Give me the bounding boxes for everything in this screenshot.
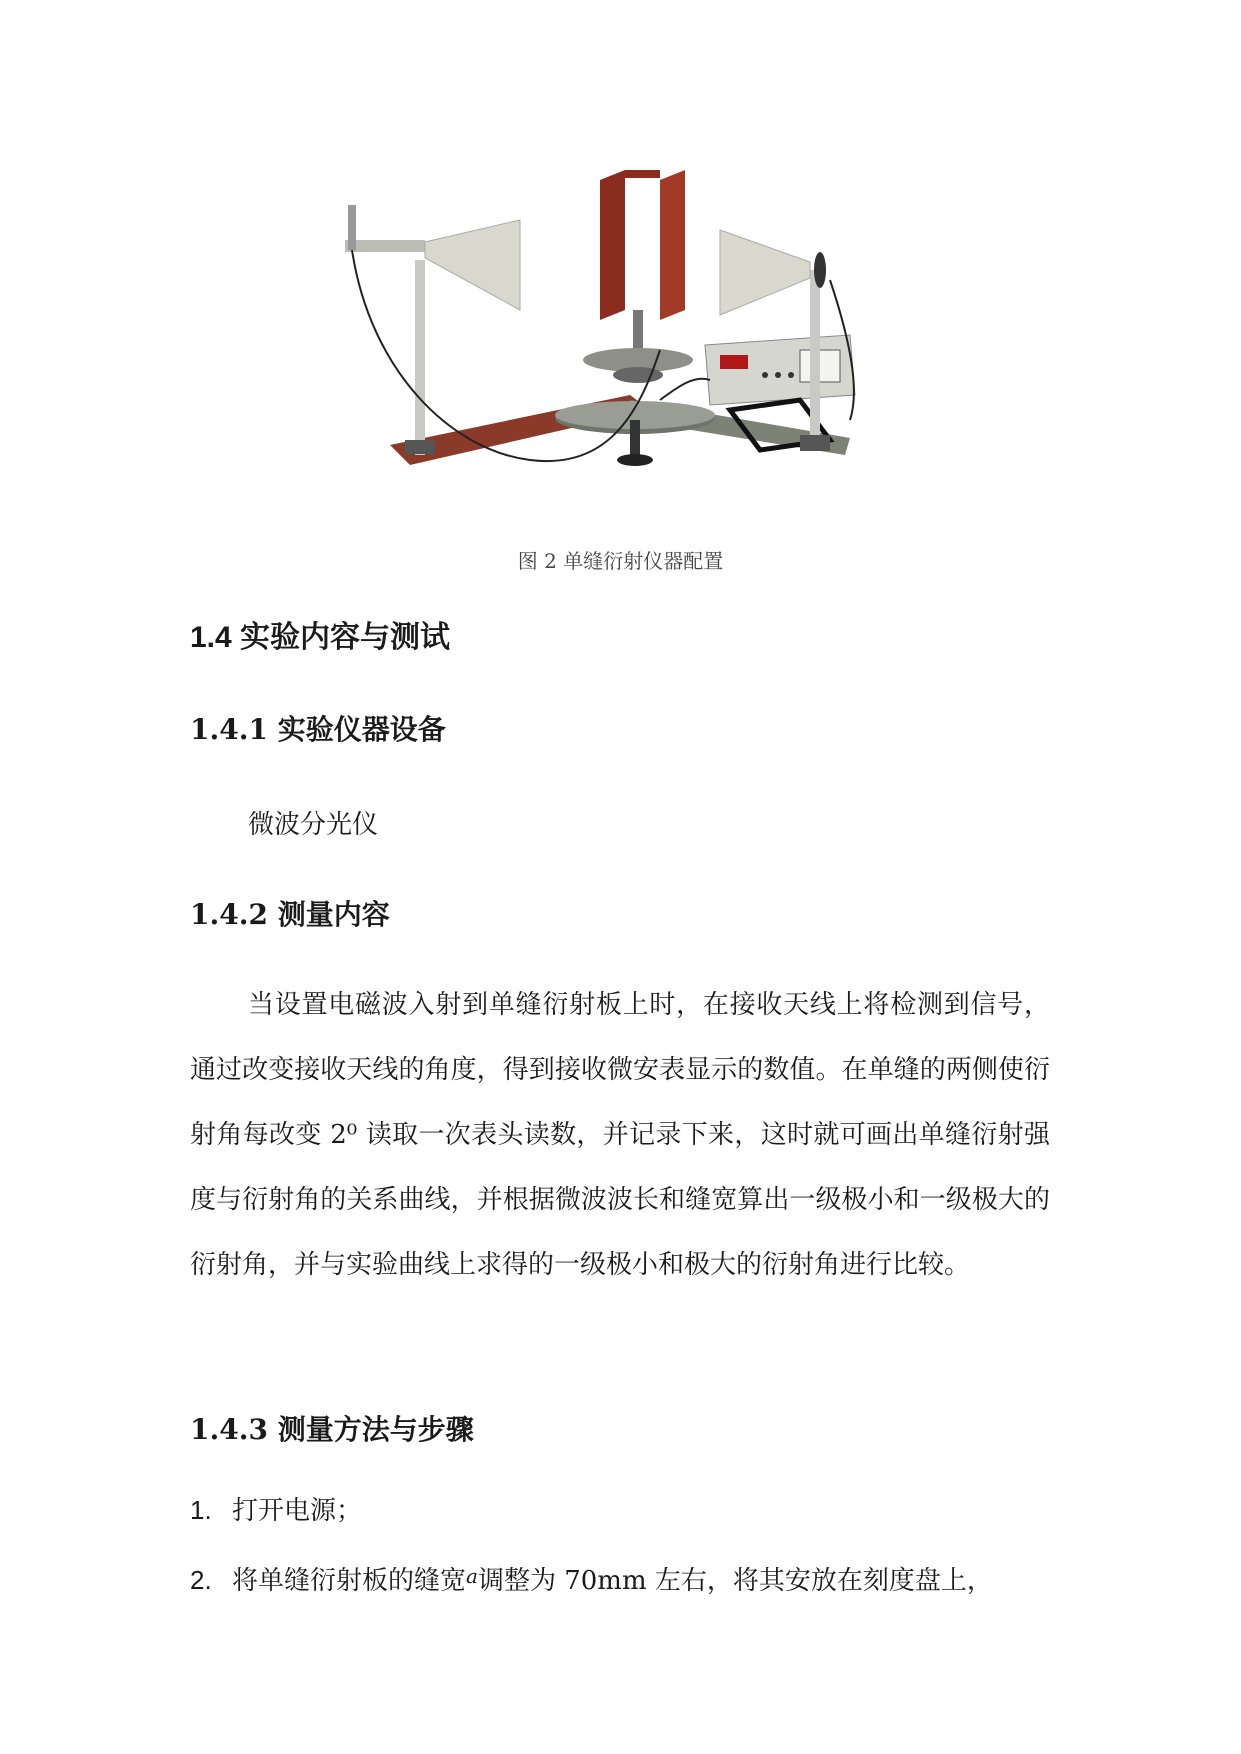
list-item xyxy=(190,1544,1070,1614)
step-text: 调整为 70mm 左右，将其安放在刻度盘上， xyxy=(477,1566,993,1596)
subsection-heading-content: 1.4.2 测量内容 xyxy=(190,898,390,931)
steps-list xyxy=(190,1478,1070,1614)
subsection-heading-equipment: 1.4.1 实验仪器设备 xyxy=(190,713,446,746)
step-number: 2. xyxy=(190,1565,212,1595)
content-paragraph: 当设置电磁波入射到单缝衍射板上时，在接收天线上将检测到信号，通过改变接收天线的角度，得到接收微安表显示的数值。在单缝的两侧使衍射角每改变 2⁰ 读取一次表头读数，并记录下来，这时就可画出单缝衍射强度与衍射角的关系曲线，并根据微波波长和缝宽算出一级极小和一级极大的衍射角，并与实验曲线上求得的一级极小和极大的衍射角进行比较。 xyxy=(190,990,1050,1280)
list-item xyxy=(190,1478,1070,1544)
step-text: 打开电源； xyxy=(232,1496,363,1526)
apparatus-illustration xyxy=(330,170,890,530)
instrument-text: 微波分光仪 xyxy=(248,810,379,840)
section-heading: 1.4 实验内容与测试 xyxy=(190,621,451,654)
figure-caption: 图 2 单缝衍射仪器配置 xyxy=(517,549,724,573)
step-text: 将单缝衍射板的缝宽 xyxy=(232,1566,467,1596)
step-number: 1. xyxy=(190,1495,212,1525)
slit-width-variable: a xyxy=(466,1564,478,1588)
subsection-heading-method: 1.4.3 测量方法与步骤 xyxy=(190,1413,474,1446)
